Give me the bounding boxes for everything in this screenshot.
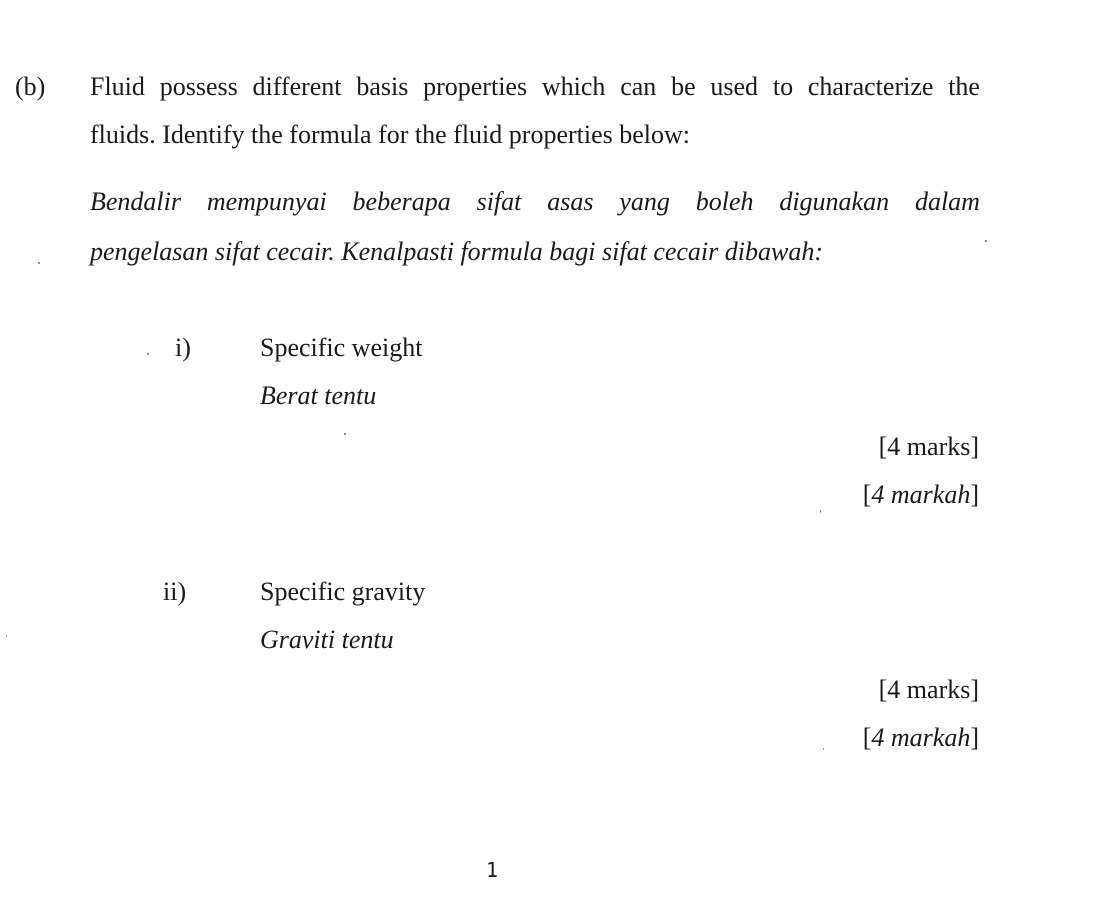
- scan-speck: [985, 240, 987, 242]
- question-malay-line-2: pengelasan sifat cecair. Kenalpasti formula bagi sifat cecair dibawah:: [90, 237, 824, 266]
- english-line-word: which: [541, 72, 606, 101]
- english-line-word: the: [948, 72, 980, 101]
- malay-line-word: dalam: [914, 187, 980, 216]
- item-markah: [4 markah]: [862, 480, 979, 509]
- item-english-label: Specific weight: [260, 333, 423, 362]
- english-line-word: be: [671, 72, 696, 101]
- item-malay-label: Graviti tentu: [260, 625, 394, 654]
- scan-speck: [823, 748, 824, 750]
- item-number: i): [175, 333, 191, 362]
- english-line-word: used: [710, 72, 759, 101]
- malay-line-word: boleh: [695, 187, 754, 216]
- scan-speck: [147, 353, 149, 355]
- scan-speck: [820, 510, 821, 513]
- malay-line-word: sifat: [476, 187, 522, 216]
- item-malay-label: Berat tentu: [260, 381, 377, 410]
- malay-line-word: mempunyai: [206, 187, 327, 216]
- english-line-word: Fluid: [90, 72, 145, 101]
- malay-line-word: digunakan: [779, 187, 890, 216]
- item-number: ii): [163, 577, 187, 606]
- english-line-word: to: [772, 72, 794, 101]
- malay-line-word: beberapa: [352, 187, 451, 216]
- malay-line-word: Bendalir: [90, 187, 181, 216]
- scan-speck: [6, 635, 7, 637]
- question-malay-line-1: [90, 189, 980, 215]
- question-english-line-1: [90, 74, 980, 100]
- item-markah: [4 markah]: [862, 723, 979, 752]
- scan-speck: [38, 262, 40, 264]
- english-line-word: basis: [356, 72, 409, 101]
- item-marks: [4 marks]: [878, 432, 979, 461]
- english-line-word: characterize: [807, 72, 934, 101]
- question-label: (b): [15, 72, 46, 101]
- malay-line-word: yang: [619, 187, 670, 216]
- english-line-word: possess: [159, 72, 238, 101]
- item-marks: [4 marks]: [878, 675, 979, 704]
- malay-line-word: asas: [547, 187, 594, 216]
- scan-speck: [344, 433, 346, 435]
- item-english-label: Specific gravity: [260, 577, 426, 606]
- question-english-line-2: fluids. Identify the formula for the fluid properties below:: [90, 120, 691, 149]
- page-number: 1: [486, 858, 499, 882]
- english-line-word: properties: [423, 72, 528, 101]
- english-line-word: different: [252, 72, 342, 101]
- english-line-word: can: [620, 72, 657, 101]
